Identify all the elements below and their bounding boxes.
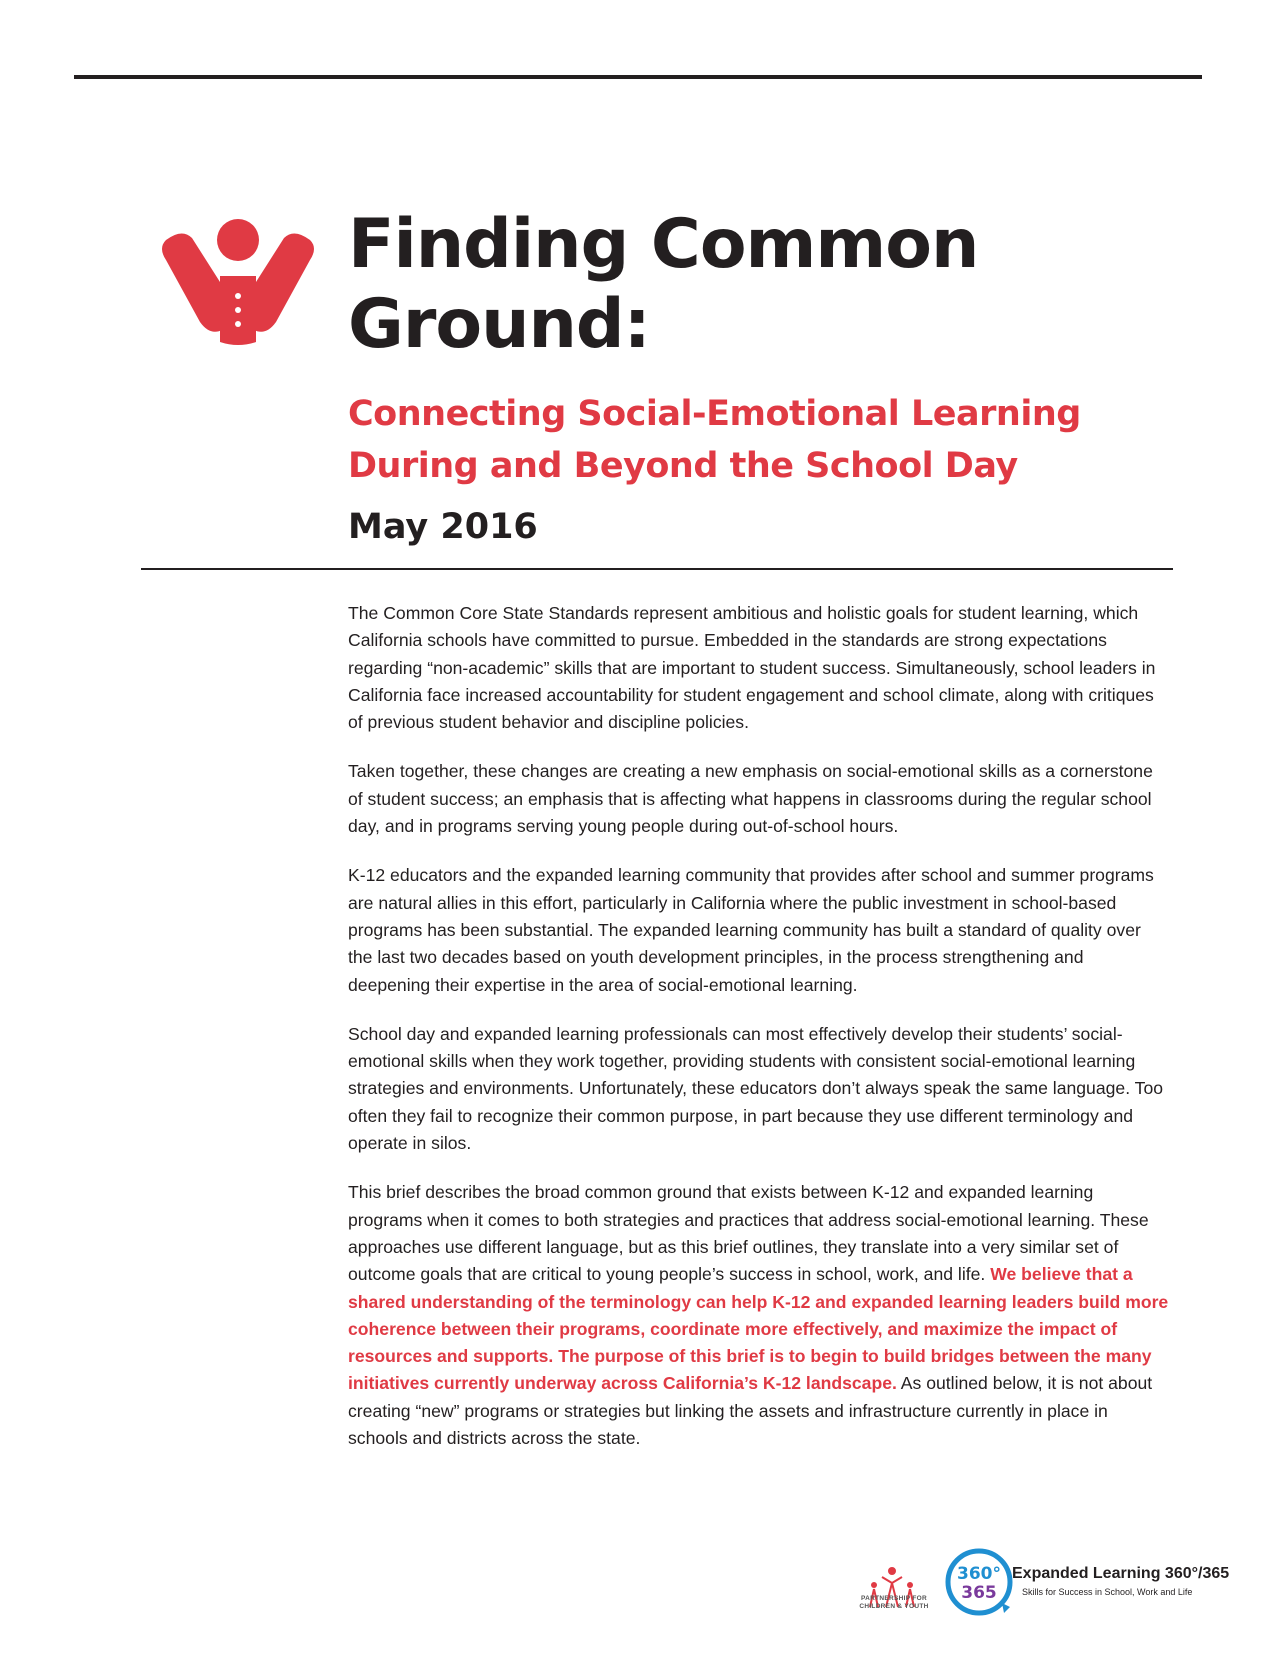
paragraph-1: The Common Core State Standards represent ambitious and holistic goals for student learning, which California schools have committed to pursue. Embedded in the standards are strong expectations regarding “non-academic” skills that are important to student success. Simultaneously, school leaders in California face increased accountability for student engagement and school climate, along with critiques of previous student behavior and discipline policies. — [348, 603, 1156, 733]
title-line-1: Finding Common — [348, 205, 979, 284]
partner-line-2: CHILDREN & YOUTH — [859, 1603, 929, 1610]
360-365-circle-icon — [944, 1547, 1014, 1617]
paragraph-5-end: As outlined below, it is not about creating “new” programs or strategies but linking the assets and infrastructure currently in place in schools and districts across the state. — [348, 1373, 1153, 1449]
header-divider — [141, 568, 1173, 570]
children-figures-icon — [852, 1553, 932, 1623]
paragraph-5 — [348, 1179, 1170, 1452]
program-title: Expanded Learning 360°/365 — [1012, 1565, 1230, 1582]
paragraph-3: K-12 educators and the expanded learning community that provides after school and summer programs are natural allies in this effort, particularly in California where the public investment in school-based programs has been substantial. The expanded learning community has built a standard of quality over the last two decades based on youth development principles, in the process strengthening and deepening their expertise in the area of social-emotional learning. — [348, 865, 1154, 995]
page-title — [348, 205, 978, 365]
subtitle-line-1: Connecting Social-Emotional Learning — [348, 394, 1081, 434]
footer-logos — [852, 1545, 1230, 1625]
partner-line-1: PARTNERSHIP FOR — [860, 1595, 927, 1602]
program-tagline: Skills for Success in School, Work and Life — [1022, 1587, 1193, 1597]
partner-name — [852, 1595, 936, 1611]
page-subtitle — [348, 388, 1081, 492]
body-text — [348, 600, 1170, 1474]
paragraph-5-emphasis: We believe that a shared understanding of the terminology can help K-12 and expanded learning leaders build more coherence between their programs, coordinate more effectively, and maximize the impact of resources and supports. The purpose of this brief is to begin to build bridges between the many initiatives currently underway across California’s K-12 landscape. — [348, 1264, 1169, 1394]
paragraph-5-start: This brief describes the broad common ground that exists between K-12 and expanded learning programs when it comes to both strategies and practices that address social-emotional learning. These approaches use different language, but as this brief outlines, they translate into a very similar set of outcome goals that are critical to young people’s success in school, work, and life. — [348, 1182, 1149, 1285]
badge-top-text: 360° — [957, 1564, 1001, 1584]
title-line-2: Ground: — [348, 285, 650, 364]
person-arms-raised-icon — [158, 218, 318, 348]
paragraph-2: Taken together, these changes are creating a new emphasis on social-emotional skills as a cornerstone of student success; an emphasis that is affecting what happens in classrooms during the regular school day, and in programs serving young people during out-of-school hours. — [348, 761, 1153, 837]
top-divider — [74, 75, 1202, 79]
paragraph-4: School day and expanded learning professionals can most effectively develop their students’ social-emotional skills when they work together, providing students with consistent social-emotional learning strategies and environments. Unfortunately, these educators don’t always speak the same language. Too often they fail to recognize their common purpose, in part because they use different terminology and operate in silos. — [348, 1023, 1164, 1154]
subtitle-line-2: During and Beyond the School Day — [348, 446, 1018, 486]
publication-date: May 2016 — [348, 507, 538, 547]
badge-bottom-text: 365 — [961, 1583, 997, 1603]
